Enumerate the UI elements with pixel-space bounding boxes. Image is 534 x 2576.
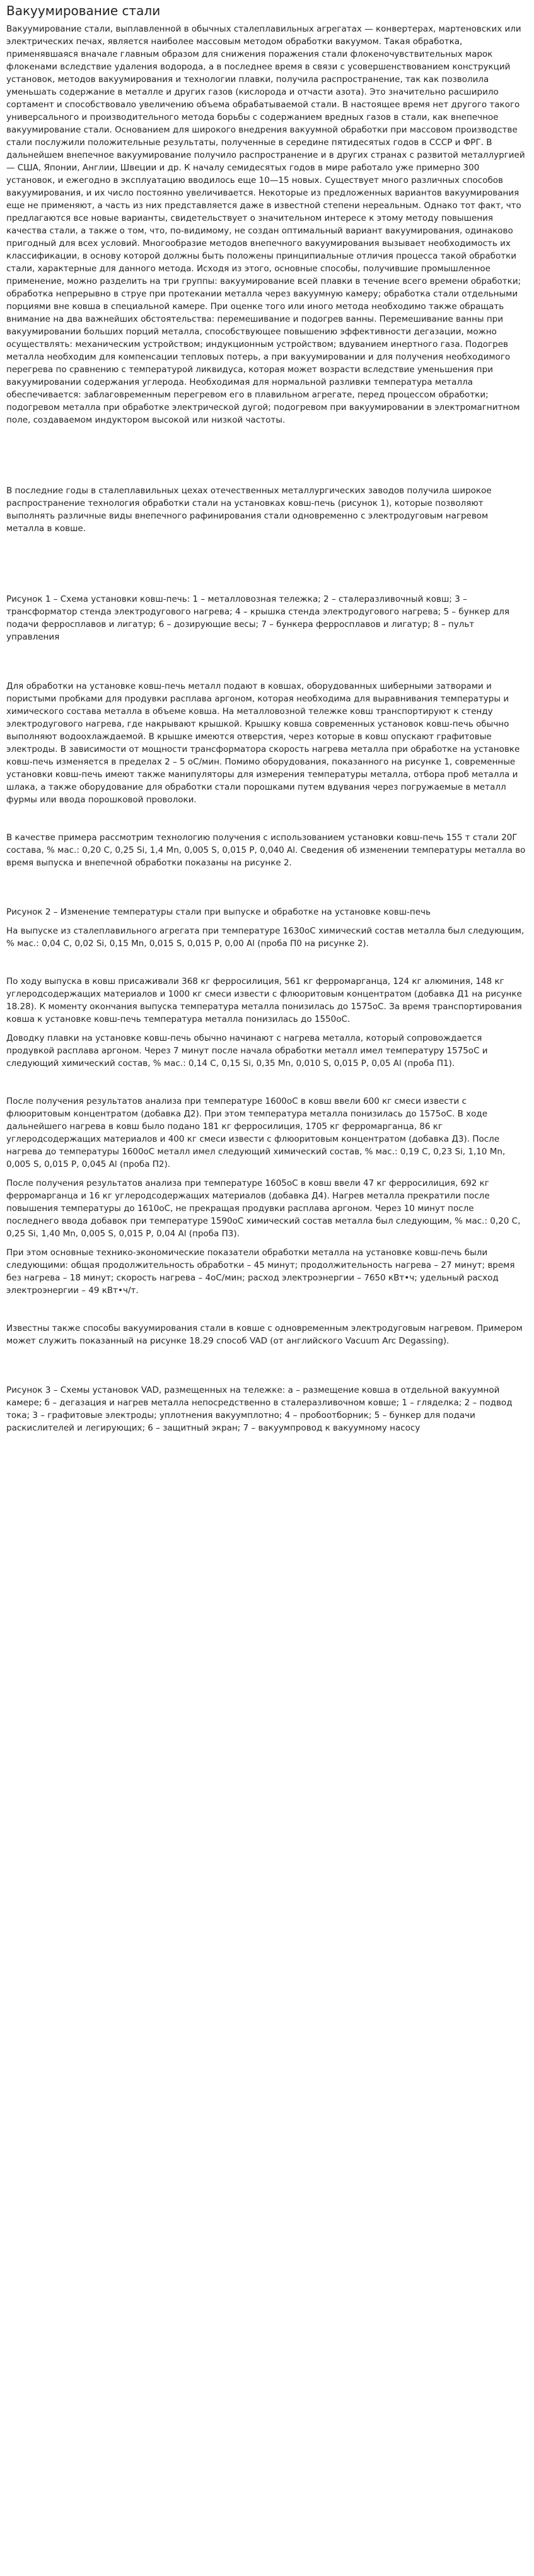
- article-paragraph: Доводку плавки на установке ковш-печь обычно начинают с нагрева металла, который сопровождается продувкой расплава аргоном. Через 7 минут после начала обработки металл имел температуру 1575оС и следующий химический состав, % мас.: 0,14 С, 0,15 Si, 0,35 Mn, 0,010 S, 0,015 P, 0,05 Al (проба П1).: [6, 1033, 488, 1068]
- article-title: Вакуумирование стали: [6, 3, 161, 18]
- article-paragraph: В последние годы в сталеплавильных цехах отечественных металлургических заводов получила широкое распространение технология обработки стали на установках ковш-печь (рисунок 1), которые позволяют выполнять различные виды внепечного рафинирования стали одновременно с электродуговым нагревом металла в ковше.: [6, 486, 492, 534]
- article-paragraph: Вакуумирование стали, выплавленной в обычных сталеплавильных агрегатах — конвертерах, мартеновских или электрических печах, является наиболее массовым методом обработки вакуумом. Такая обработка, применявшаяся вначале главным образом для снижения поражения стали флокеночувствительных марок флокенами вследствие удаления водорода, а в последнее время в связи с усовершенствованием конструкций установок, методов вакуумирования и технологии плавки, получила распространение, так как позволила уменьшать содержание в металле и других газов (кислорода и отчасти азота). Это значительно расширило сортамент и способствовало увеличению объема обрабатываемой стали. В настоящее время нет другого такого универсального и производительного метода борьбы с содержанием вредных газов в стали, как внепечное вакуумирование стали. Основанием для широкого внедрения вакуумной обработки при массовом производстве стали послужили положительные результаты, полученные в середине пятидесятых годов в СССР и ФРГ. В дальнейшем внепечное вакуумирование получило распространение и в других странах с развитой металлургией — США, Японии, Англии, Швеции и др. К началу семидесятых годов в мире работало уже примерно 300 установок, и ежегодно в эксплуатацию вводилось еще 10—15 новых. Существует много различных способов вакуумирования, и их число постоянно увеличивается. Некоторые из предложенных вариантов вакуумирования еще не применяют, а часть из них представляется даже в известной степени нереальным. Однако тот факт, что предлагаются все новые варианты, свидетельствует о значительном интересе к этому методу повышения качества стали, а также о том, что, по-видимому, не создан оптимальный вариант вакуумирования, одинаково пригодный для всех условий. Многообразие методов внепечного вакуумирования вызывает необходимость их классификации, в основу которой должны быть положены принципиальные отличия процесса такой обработки стали, характерные для данного метода. Исходя из этого, основные способы, получившие промышленное применение, можно разделить на три группы: вакуумирование всей плавки в течение всего времени обработки; обработка непрерывно в струе при протекании металла через вакуумную камеру; обработка стали отдельными порциями вне ковша в специальной камере. При оценке того или иного метода необходимо также обращать внимание на два важнейших обстоятельства: перемешивание и подогрев ванны. Перемешивание ванны при вакуумировании больших порций металла, способствующее повышению эффективности дегазации, можно осуществлять: механическим устройством; индукционным устройством; вдуванием инертного газа. Подогрев металла необходим для компенсации тепловых потерь, а при вакуумировании и для получения необходимого перегрева по сравнению с температурой ликвидуса, которая может возрасти вследствие уменьшения при вакуумировании содержания углерода. Необходимая для нормальной разливки температура металла обеспечивается: заблаговременным перегревом его в плавильном агрегате, перед процессом обработки; подогревом металла при обработке электрической дугой; подогревом при вакуумировании в электромагнитном поле, создаваемом индуктором высокой или низкой частоты.: [6, 24, 525, 425]
- article-paragraph: В качестве примера рассмотрим технологию получения с использованием установки ковш-печь 155 т стали 20Г состава, % мас.: 0,20 С, 0,25 Si, 1,4 Mn, 0,005 S, 0,015 P, 0,040 Al. Сведения об изменении температуры металла во время выпуска и внепечной обработки показаны на рисунке 2.: [6, 833, 526, 868]
- figure-caption: Рисунок 3 – Схемы установок VAD, размещенных на тележке: а – размещение ковша в отдельной вакуумной камере; б – дегазация и нагрев металла непосредственно в сталеразливочном ковше; 1 – гляделка; 2 – подвод тока; 3 – графитовые электроды; уплотнения вакуумплотно; 4 – пробоотборник; 5 – бункер для подачи раскислителей и легирующих; 6 – защитный экран; 7 – вакуумпровод к вакуумному насосу: [6, 1385, 513, 1433]
- article-paragraph: При этом основные технико-экономические показатели обработки металла на установке ковш-печь были следующими: общая продолжительность обработки – 45 минут; продолжительность нагрева – 27 минут; время без нагрева – 18 минут; скорость нагрева – 4оС/мин; расход электроэнергии – 7650 кВт•ч; удельный расход электроэнергии – 49 кВт•ч/т.: [6, 1248, 515, 1296]
- article-paragraph: После получения результатов анализа при температуре 1605оС в ковш ввели 47 кг ферросилиция, 692 кг ферромарганца и 16 кг углеродсодержащих материалов (добавка Д4). Нагрев металла прекратили после повышения температуры до 1610оС, не прекращая продувки расплава аргоном. Через 10 минут после последнего ввода добавок при температуре 1590оС химический состав металла был следующим, % мас.: 0,20 С, 0,25 Si, 1,40 Mn, 0,005 S, 0,015 P, 0,04 Al (проба П3).: [6, 1178, 521, 1239]
- article-paragraph: По ходу выпуска в ковш присаживали 368 кг ферросилиция, 561 кг ферромарганца, 124 кг алюминия, 148 кг углеродсодержащих материалов и 1000 кг смеси извести с флюоритовым концентратом (добавка Д1 на рисунке 18.28). К моменту окончания выпуска температура металла понизилась до 1575оС. За время транспортирования ковша к установке ковш-печь температура металла понизилась до 1550оС.: [6, 976, 522, 1024]
- article-paragraph: На выпуске из сталеплавильного агрегата при температуре 1630оС химический состав металла был следующим, % мас.: 0,04 С, 0,02 Si, 0,15 Mn, 0,015 S, 0,015 P, 0,00 Al (проба П0 на рисунке 2).: [6, 926, 525, 949]
- article-paragraph: Для обработки на установке ковш-печь металл подают в ковшах, оборудованных шиберными затворами и пористыми пробками для продувки расплава аргоном, которая необходима для выравнивания температуры и химического состава металла в объеме ковша. На металловозной тележке ковш транспортируют к стенду электродугового нагрева, где накрывают крышкой. Крышку ковша современных установок ковш-печь обычно выполняют водоохлаждаемой. В крышке имеются отверстия, через которые в ковш опускают графитовые электроды. В зависимости от мощности трансформатора скорость нагрева металла при обработке на установке ковш-печь изменяется в пределах 2 – 5 оС/мин. Помимо оборудования, показанного на рисунке 1, современные установки ковш-печь имеют также манипуляторы для измерения температуры металла, отбора проб металла и шлака, а также оборудование для обработки стали порошками путем вдувания через погружаемые в металл фурмы или ввода порошковой проволоки.: [6, 681, 520, 805]
- figure-caption: Рисунок 1 – Схема установки ковш-печь: 1 – металловозная тележка; 2 – сталеразливочный ковш; 3 – трансформатор стенда электродугового нагрева; 4 – крышка стенда электродугового нагрева; 5 – бункер для подачи ферросплавов и лигатур; 6 – дозирующие весы; 7 – бункера ферросплавов и лигатур; 8 – пульт управления: [6, 594, 509, 642]
- article-body: [6, 23, 528, 1434]
- article-paragraph: После получения результатов анализа при температуре 1600оС в ковш ввели 600 кг смеси извести с флюоритовым концентратом (добавка Д2). При этом температура металла понизилась до 1575оС. В ходе дальнейшего нагрева в ковш было подано 181 кг ферросилиция, 1705 кг ферромарганца, 86 кг углеродсодержащих материалов и 400 кг смеси извести с флюоритовым концентратом (добавка Д3). После нагрева до температуры 1600оС металл имел следующий химический состав, % мас.: 0,19 С, 0,23 Si, 1,10 Mn, 0,005 S, 0,015 P, 0,045 Al (проба П2).: [6, 1096, 506, 1169]
- article-paragraph: Известны также способы вакуумирования стали в ковше с одновременным электродуговым нагревом. Примером может служить показанный на рисунке 18.29 способ VAD (от английского Vacuum Arc Degassing).: [6, 1323, 523, 1346]
- figure-caption: Рисунок 2 – Изменение температуры стали при выпуске и обработке на установке ковш-печь: [6, 907, 431, 917]
